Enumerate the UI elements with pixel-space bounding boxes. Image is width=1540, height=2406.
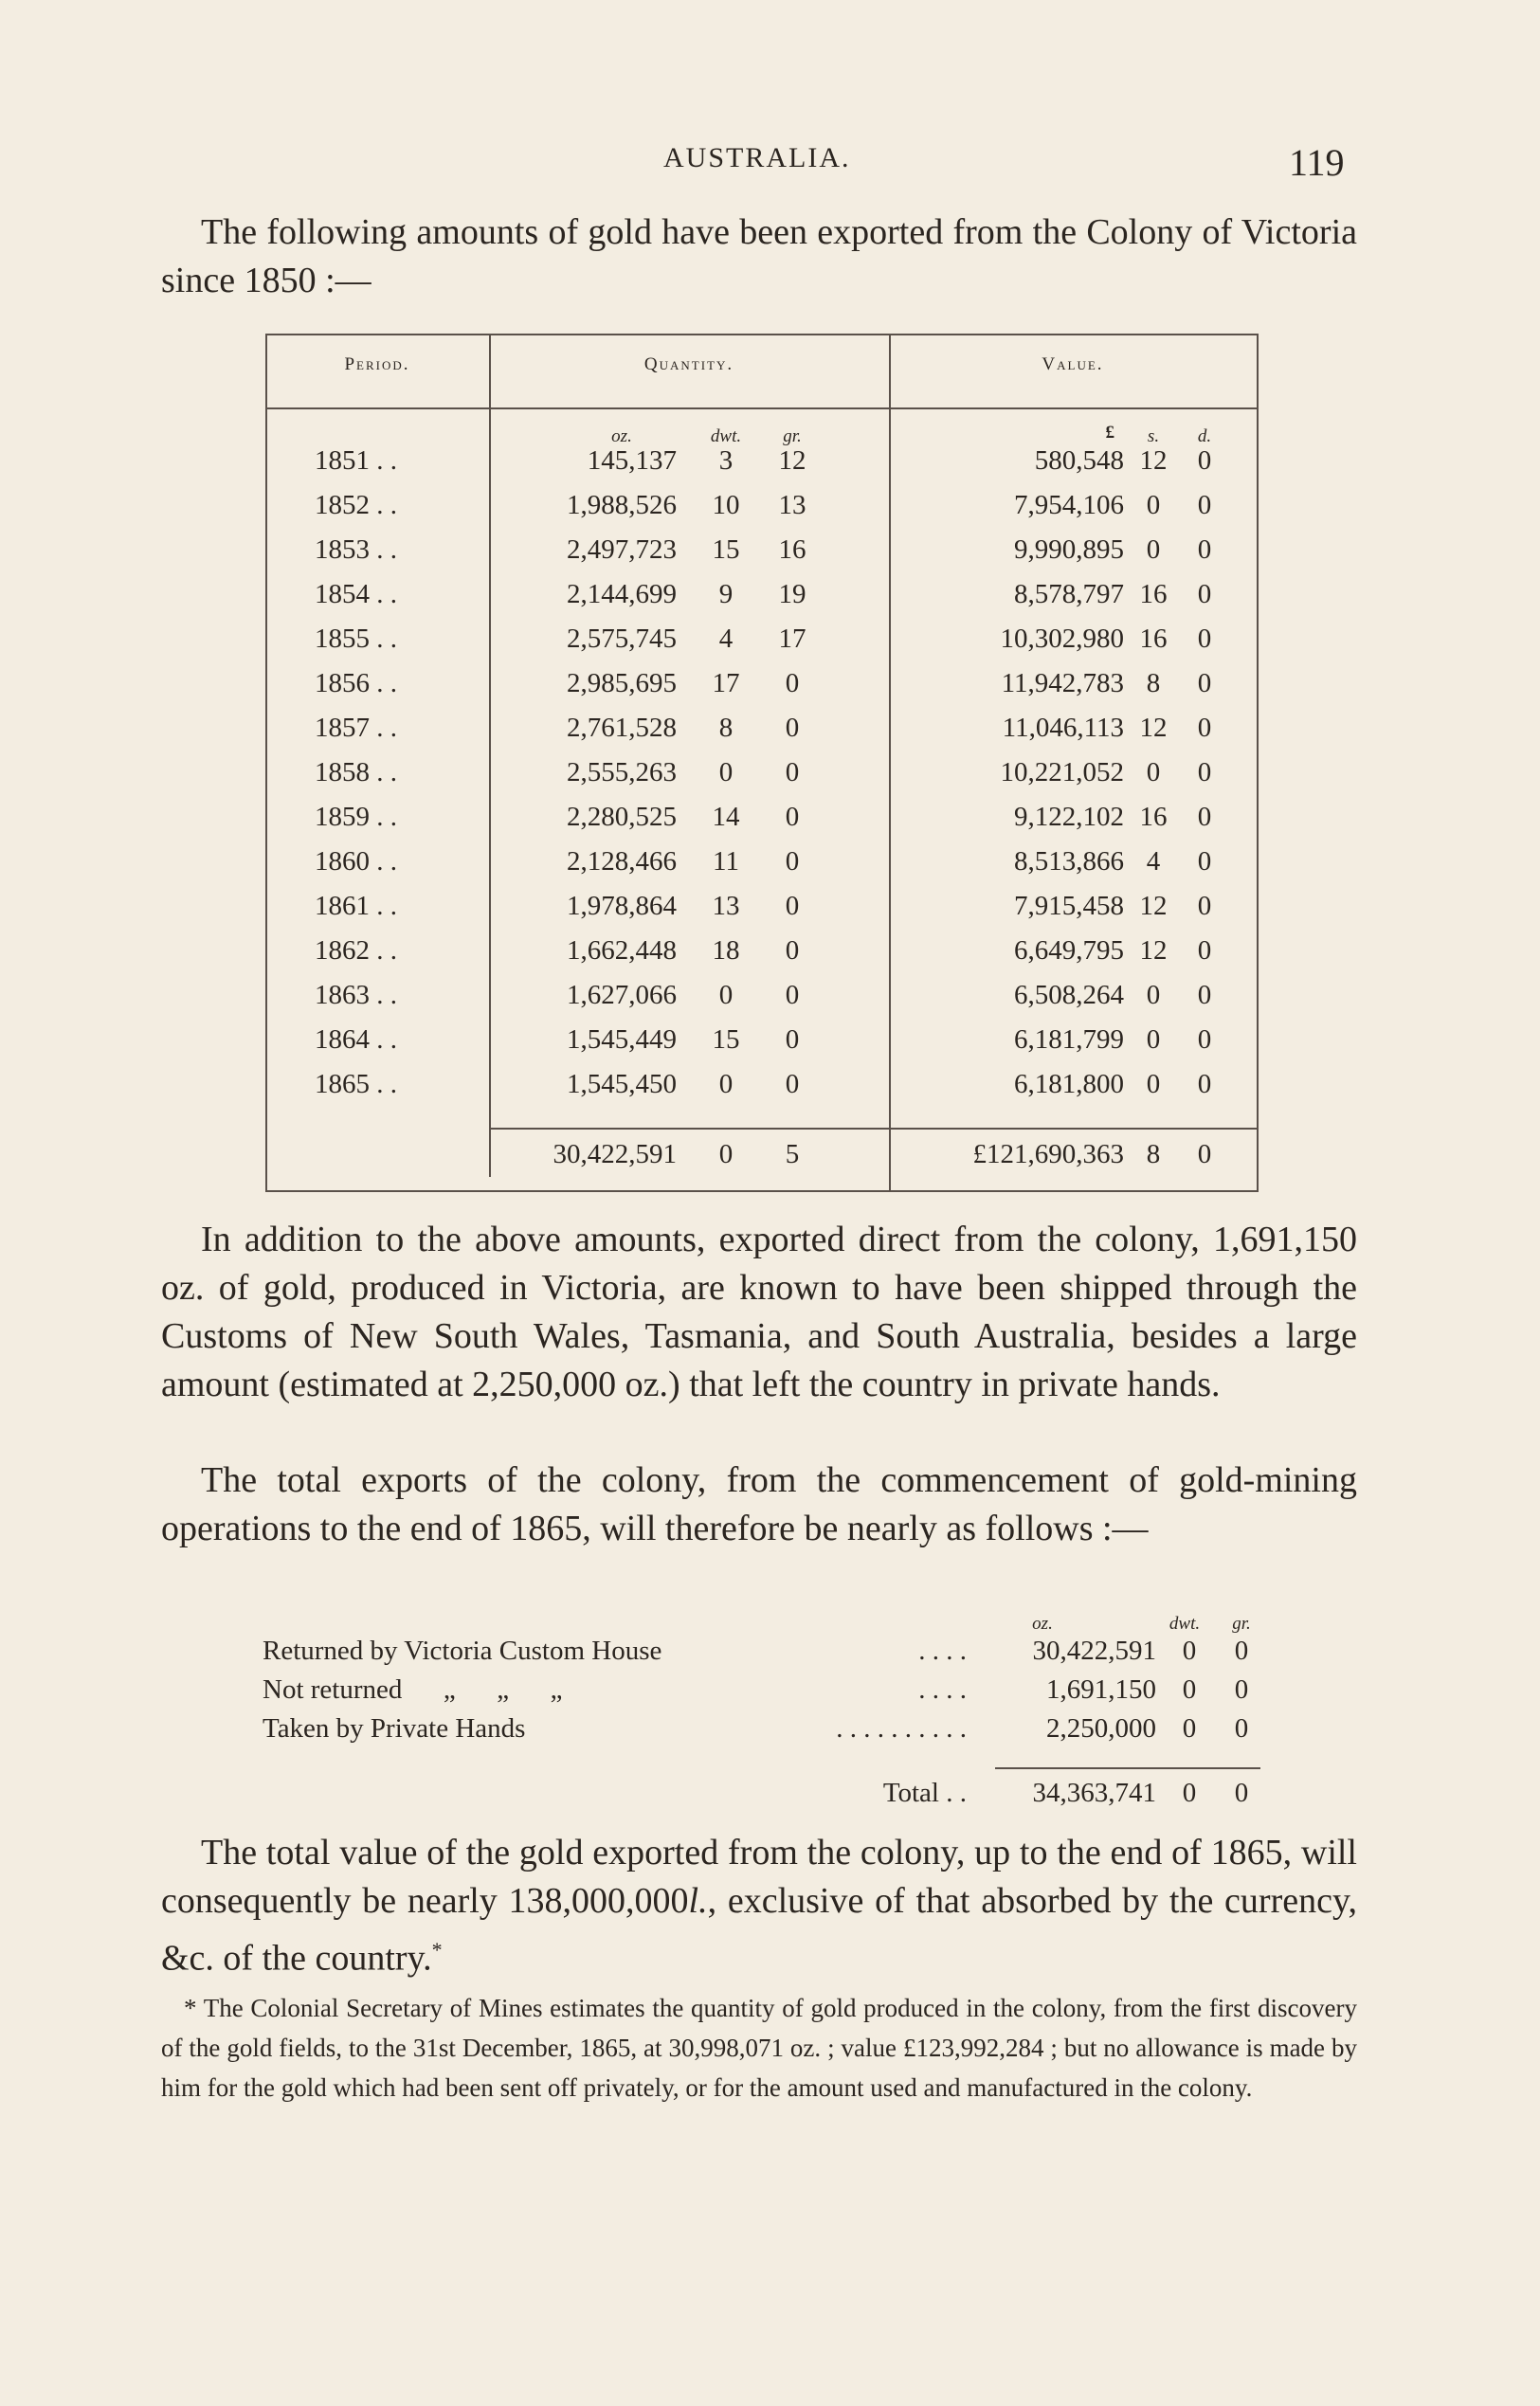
cell-period: 1855 . . (315, 624, 397, 654)
cell-pence: 0 (1197, 935, 1212, 966)
cell-shillings: 12 (1139, 891, 1168, 921)
cell-gr: 0 (785, 668, 800, 698)
cell-dwt: 0 (718, 1069, 734, 1099)
cell-oz: 1,545,450 (567, 1069, 677, 1099)
cell-shillings: 0 (1146, 490, 1161, 520)
cell-pounds: 6,181,799 (1014, 1024, 1124, 1055)
cell-period: 1852 . . (315, 490, 397, 520)
cell-dwt: 0 (718, 757, 734, 787)
cell-gr: 0 (785, 1024, 800, 1055)
cell-period: 1856 . . (315, 668, 397, 698)
cell-shillings: 8 (1146, 668, 1161, 698)
cell-pounds: 11,046,113 (1002, 713, 1124, 743)
summary-dwt: 0 (1182, 1713, 1197, 1744)
cell-gr: 0 (785, 891, 800, 921)
summary-total-rule (995, 1767, 1260, 1769)
cell-dwt: 17 (712, 668, 740, 698)
pound-sign-l: l. (688, 1881, 708, 1921)
total-pence: 0 (1197, 1139, 1212, 1169)
cell-pounds: 7,954,106 (1014, 490, 1124, 520)
table-border-left (265, 334, 267, 1191)
cell-oz: 1,988,526 (567, 490, 677, 520)
footnote-marker: * (431, 1938, 443, 1962)
cell-dwt: 9 (718, 579, 734, 609)
cell-gr: 13 (778, 490, 806, 520)
cell-period: 1858 . . (315, 757, 397, 787)
table-total-rule (489, 1128, 1259, 1130)
cell-period: 1851 . . (315, 445, 397, 476)
cell-pence: 0 (1197, 445, 1212, 476)
unit-pounds: £ (1105, 423, 1114, 443)
cell-gr: 19 (778, 579, 806, 609)
summary-total-oz: 34,363,741 (1032, 1778, 1156, 1808)
unit-dwt: dwt. (710, 426, 742, 446)
cell-period: 1860 . . (315, 846, 397, 877)
cell-oz: 2,555,263 (567, 757, 677, 787)
summary-leader: . . . . (918, 1636, 967, 1666)
cell-dwt: 13 (712, 891, 740, 921)
cell-pence: 0 (1197, 668, 1212, 698)
cell-oz: 1,627,066 (567, 980, 677, 1010)
unit-shillings: s. (1147, 426, 1160, 446)
cell-period: 1862 . . (315, 935, 397, 966)
cell-pounds: 8,513,866 (1014, 846, 1124, 877)
unit-gr: gr. (783, 426, 802, 446)
summary-total-label: Total . . (882, 1778, 967, 1808)
cell-gr: 0 (785, 935, 800, 966)
header-quantity: Quantity. (643, 354, 734, 374)
cell-dwt: 18 (712, 935, 740, 966)
paragraph-total-value (161, 1829, 1357, 1983)
summary-leader: . . . . . . . . . . (836, 1713, 967, 1744)
cell-pounds: 9,990,895 (1014, 534, 1124, 565)
cell-shillings: 0 (1146, 534, 1161, 565)
cell-shillings: 16 (1139, 624, 1168, 654)
table-divider-period (489, 334, 491, 1177)
summary-label: Returned by Victoria Custom House (263, 1636, 662, 1666)
cell-period: 1854 . . (315, 579, 397, 609)
summary-total-gr: 0 (1234, 1778, 1249, 1808)
table-header-rule (265, 407, 1259, 409)
cell-pounds: 6,181,800 (1014, 1069, 1124, 1099)
cell-pence: 0 (1197, 579, 1212, 609)
summary-gr: 0 (1234, 1636, 1249, 1666)
cell-pence: 0 (1197, 534, 1212, 565)
cell-period: 1853 . . (315, 534, 397, 565)
cell-dwt: 0 (718, 980, 734, 1010)
cell-pence: 0 (1197, 980, 1212, 1010)
cell-pence: 0 (1197, 757, 1212, 787)
cell-pounds: 7,915,458 (1014, 891, 1124, 921)
cell-dwt: 4 (718, 624, 734, 654)
cell-period: 1863 . . (315, 980, 397, 1010)
total-dwt: 0 (718, 1139, 734, 1169)
cell-period: 1861 . . (315, 891, 397, 921)
cell-pence: 0 (1197, 624, 1212, 654)
cell-shillings: 12 (1139, 713, 1168, 743)
cell-pence: 0 (1197, 713, 1212, 743)
cell-oz: 145,137 (587, 445, 677, 476)
cell-oz: 2,497,723 (567, 534, 677, 565)
total-shillings: 8 (1146, 1139, 1161, 1169)
cell-period: 1865 . . (315, 1069, 397, 1099)
cell-gr: 0 (785, 757, 800, 787)
cell-shillings: 16 (1139, 579, 1168, 609)
total-oz: 30,422,591 (553, 1139, 677, 1169)
paragraph-total-exports: The total exports of the colony, from the commencement of gold-mining operations to the end of 1865, will therefore be nearly as follows :— (161, 1460, 1357, 1548)
unit-pence: d. (1197, 426, 1212, 446)
cell-pounds: 6,508,264 (1014, 980, 1124, 1010)
cell-oz: 1,662,448 (567, 935, 677, 966)
total-pounds: £121,690,363 (972, 1139, 1124, 1169)
header-value: Value. (1042, 354, 1104, 374)
cell-shillings: 0 (1146, 980, 1161, 1010)
summary-leader: . . . . (918, 1674, 967, 1705)
cell-pence: 0 (1197, 1069, 1212, 1099)
cell-period: 1864 . . (315, 1024, 397, 1055)
cell-dwt: 3 (718, 445, 734, 476)
cell-period: 1859 . . (315, 802, 397, 832)
cell-gr: 0 (785, 802, 800, 832)
cell-pence: 0 (1197, 846, 1212, 877)
cell-pence: 0 (1197, 1024, 1212, 1055)
cell-oz: 2,575,745 (567, 624, 677, 654)
running-header-title: AUSTRALIA. (663, 142, 851, 173)
summary-unit-oz: oz. (1032, 1614, 1053, 1634)
cell-shillings: 12 (1139, 445, 1168, 476)
cell-dwt: 15 (712, 534, 740, 565)
cell-dwt: 15 (712, 1024, 740, 1055)
cell-pounds: 9,122,102 (1014, 802, 1124, 832)
cell-pounds: 580,548 (1034, 445, 1124, 476)
cell-shillings: 12 (1139, 935, 1168, 966)
summary-oz: 1,691,150 (1046, 1674, 1156, 1705)
paragraph-additional-exports: In addition to the above amounts, exported direct from the colony, 1,691,150 oz. of gold, produced in Victoria, are known to have been shipped through the Customs of New South Wales, Tasmania, and South Australia, besides a large amount (estimated at 2,250,000 oz.) that left the country in private hands. (161, 1220, 1357, 1404)
table-border-bottom (265, 1190, 1259, 1192)
cell-period: 1857 . . (315, 713, 397, 743)
cell-dwt: 10 (712, 490, 740, 520)
page-number: 119 (1289, 141, 1345, 184)
summary-gr: 0 (1234, 1674, 1249, 1705)
header-period: Period. (344, 354, 410, 374)
cell-gr: 17 (778, 624, 806, 654)
cell-pounds: 8,578,797 (1014, 579, 1124, 609)
summary-oz: 2,250,000 (1046, 1713, 1156, 1744)
cell-gr: 12 (778, 445, 806, 476)
cell-dwt: 8 (718, 713, 734, 743)
cell-oz: 2,280,525 (567, 802, 677, 832)
summary-label: Taken by Private Hands (263, 1713, 526, 1744)
paragraph-total-value-end: , exclusive of that absorbed by the currency, &c. of the country. (161, 1881, 1357, 1979)
cell-dwt: 11 (713, 846, 739, 877)
cell-pounds: 10,221,052 (1000, 757, 1124, 787)
unit-oz: oz. (611, 426, 632, 446)
cell-gr: 0 (785, 846, 800, 877)
cell-oz: 2,128,466 (567, 846, 677, 877)
summary-dwt: 0 (1182, 1674, 1197, 1705)
total-gr: 5 (785, 1139, 800, 1169)
table-border-right (1257, 334, 1259, 1191)
cell-pounds: 10,302,980 (1000, 624, 1124, 654)
summary-oz: 30,422,591 (1032, 1636, 1156, 1666)
summary-gr: 0 (1234, 1713, 1249, 1744)
cell-oz: 2,985,695 (567, 668, 677, 698)
gold-export-table (262, 334, 1260, 1194)
cell-dwt: 14 (712, 802, 740, 832)
paragraph-total-value-text: The total value of the gold exported from the colony, up to the end of 1865, will consequently be nearly 138,000,000 (161, 1833, 1357, 1921)
summary-label: Not returned „ „ „ (263, 1674, 563, 1705)
cell-shillings: 0 (1146, 757, 1161, 787)
cell-pence: 0 (1197, 891, 1212, 921)
summary-unit-gr: gr. (1232, 1614, 1251, 1634)
cell-pence: 0 (1197, 490, 1212, 520)
cell-oz: 1,545,449 (567, 1024, 677, 1055)
cell-gr: 0 (785, 713, 800, 743)
table-border-top (265, 334, 1259, 335)
cell-shillings: 0 (1146, 1024, 1161, 1055)
cell-oz: 1,978,864 (567, 891, 677, 921)
cell-gr: 0 (785, 980, 800, 1010)
summary-unit-dwt: dwt. (1169, 1614, 1201, 1634)
summary-dwt: 0 (1182, 1636, 1197, 1666)
cell-shillings: 0 (1146, 1069, 1161, 1099)
intro-paragraph: The following amounts of gold have been exported from the Colony of Victoria since 1850 :— (161, 212, 1357, 300)
cell-gr: 0 (785, 1069, 800, 1099)
table-divider-quantity (889, 334, 891, 1191)
cell-pounds: 11,942,783 (1001, 668, 1124, 698)
cell-shillings: 16 (1139, 802, 1168, 832)
cell-pounds: 6,649,795 (1014, 935, 1124, 966)
cell-oz: 2,761,528 (567, 713, 677, 743)
cell-oz: 2,144,699 (567, 579, 677, 609)
cell-pence: 0 (1197, 802, 1212, 832)
cell-shillings: 4 (1146, 846, 1161, 877)
footnote: * The Colonial Secretary of Mines estimates the quantity of gold produced in the colony, from the first discovery of the gold fields, to the 31st December, 1865, at 30,998,071 oz. ; value £123,992,284 ; but no allowance is made by him for the gold which had been sent off privately, or for the amount used and manufactured in the colony. (161, 1994, 1357, 2102)
summary-total-dwt: 0 (1182, 1778, 1197, 1808)
cell-gr: 16 (778, 534, 806, 565)
